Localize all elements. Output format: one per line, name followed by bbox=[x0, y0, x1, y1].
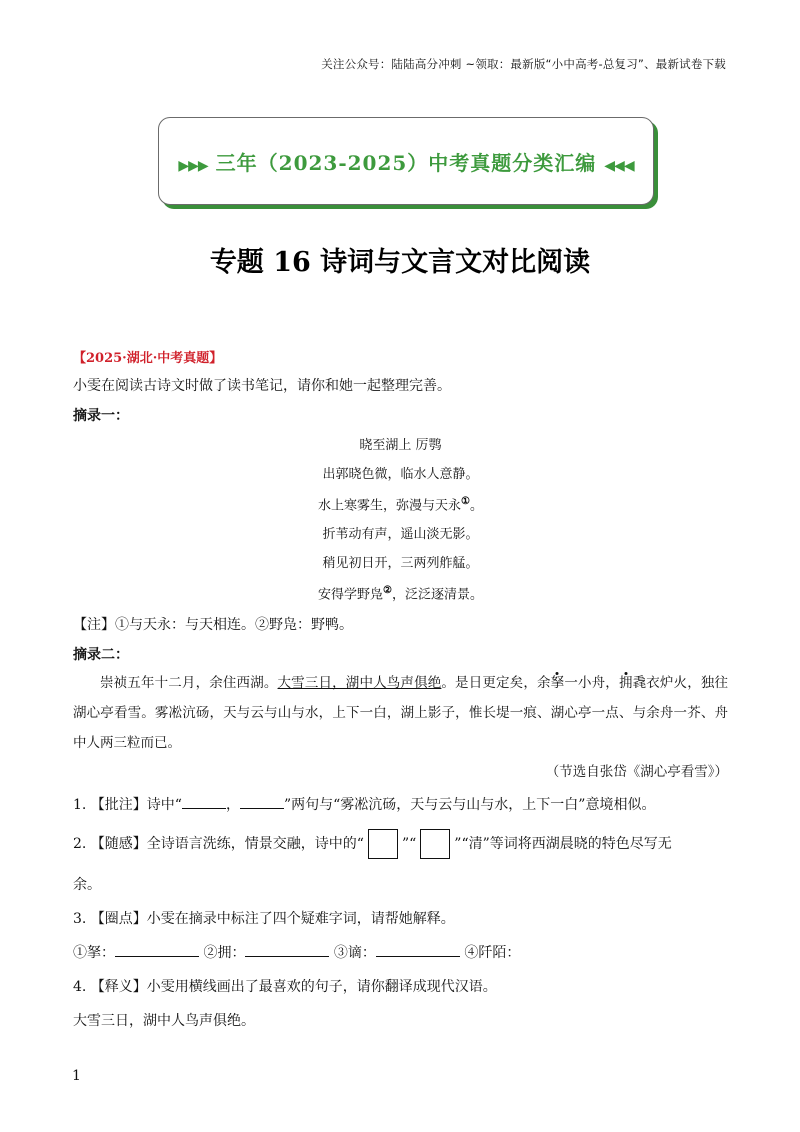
poem-line-2-end: 。 bbox=[469, 498, 483, 514]
prose-marked-char-1: 拏 bbox=[550, 674, 565, 691]
q3-item-1-label: ①拏： bbox=[73, 945, 115, 962]
q2-text-b: ”“清”等词将西湖晨晓的特色尽写无 bbox=[454, 836, 672, 853]
q1-text-a: 1. 【批注】诗中“ bbox=[73, 797, 182, 814]
poem-line-5-text: 安得学野凫 bbox=[318, 587, 384, 603]
banner bbox=[158, 117, 654, 205]
prose-part-2: 。是日更定矣，余 bbox=[441, 674, 551, 691]
prose-part-1: 崇祯五年十二月，余住西湖。 bbox=[100, 674, 278, 691]
poem-line-4: 稍见初日开，三两列舴艋。 bbox=[322, 556, 479, 572]
q3-blank-1[interactable] bbox=[115, 956, 199, 957]
source-tag: 【2025·湖北·中考真题】 bbox=[73, 351, 223, 366]
footnote-mark-2: ② bbox=[383, 585, 392, 597]
header-note: 关注公众号：陆陆高分冲刺 ~领取：最新版“小中高考-总复习”、最新试卷下载 bbox=[321, 57, 726, 71]
question-4: 4. 【释义】小雯用横线画出了最喜欢的句子，请你翻译成现代汉语。 bbox=[73, 979, 497, 996]
banner-arrows-left: ▶▶▶ bbox=[178, 157, 208, 174]
poem-line-1: 出郭晓色微，临水人意静。 bbox=[322, 467, 479, 482]
question-3: 3. 【圈点】小雯在摘录中标注了四个疑难字词，请帮她解释。 bbox=[73, 911, 455, 928]
prose-part-4: 毳衣炉火，独往湖心亭看雪。雾凇沆砀，天与云与山与水，上下一白，湖上影子，惟长堤一痕、湖心亭一点、与余舟一芥、舟中人两三粒而已。 bbox=[73, 674, 729, 751]
excerpt2-label: 摘录二： bbox=[73, 646, 129, 663]
attribution: （节选自张岱《湖心亭看雪》） bbox=[545, 763, 728, 780]
poem-line-2-text: 水上寒雾生，弥漫与天永 bbox=[318, 498, 462, 514]
q2-text-a: 2. 【随感】全诗语言洗练，情景交融，诗中的“ bbox=[73, 836, 364, 853]
prose-underlined-sentence: 大雪三日，湖中人鸟声俱绝 bbox=[277, 674, 442, 691]
q3-item-3-label: ③谪： bbox=[333, 945, 376, 962]
poem-line-5 bbox=[73, 586, 728, 601]
poem-line-5-end: ，泛泛逐清景。 bbox=[391, 587, 483, 603]
q1-blank-2[interactable] bbox=[240, 808, 284, 809]
document-body bbox=[73, 352, 728, 1035]
question-2 bbox=[73, 829, 728, 859]
page-title: 专题 16 诗词与文言文对比阅读 bbox=[209, 247, 591, 278]
banner-arrows-right: ◀◀◀ bbox=[604, 157, 634, 174]
q2-text-mid: ”“ bbox=[401, 836, 417, 853]
q1-blank-1[interactable] bbox=[182, 808, 226, 809]
prose-part-3: 一小舟， bbox=[564, 674, 619, 691]
banner-title bbox=[178, 147, 633, 176]
excerpt1-label: 摘录一： bbox=[73, 408, 129, 424]
q3-blank-3[interactable] bbox=[376, 956, 460, 957]
prose-passage bbox=[73, 668, 728, 758]
poem-title-line: 晓至湖上 厉鹗 bbox=[359, 438, 442, 453]
q3-blank-2[interactable] bbox=[245, 956, 329, 957]
question-3-items bbox=[73, 939, 728, 967]
q2-answer-box-2[interactable] bbox=[420, 829, 450, 859]
question-1 bbox=[73, 791, 728, 819]
poem-note: 【注】①与天永：与天相连。②野凫：野鸭。 bbox=[73, 616, 353, 633]
q2-answer-box-1[interactable] bbox=[368, 829, 398, 859]
question-2-cont: 余。 bbox=[73, 877, 101, 894]
q3-item-4-label: ④阡陌： bbox=[464, 945, 521, 962]
q1-sep: ， bbox=[225, 797, 240, 814]
poem bbox=[73, 439, 728, 602]
footnote-mark-1: ① bbox=[461, 496, 470, 507]
page-number: 1 bbox=[72, 1068, 81, 1084]
q1-text-b: ”两句与“雾凇沆砀，天与云与山与水，上下一白”意境相似。 bbox=[283, 797, 656, 814]
q3-item-2-label: ②拥： bbox=[203, 945, 246, 962]
poem-line-3: 折苇动有声，遥山淡无影。 bbox=[322, 527, 479, 543]
poem-line-2 bbox=[73, 497, 728, 512]
question-4-sentence: 大雪三日，湖中人鸟声俱绝。 bbox=[73, 1013, 255, 1030]
intro-text: 小雯在阅读古诗文时做了读书笔记，请你和她一起整理完善。 bbox=[73, 378, 451, 394]
banner-text: 三年（2023-2025）中考真题分类汇编 bbox=[215, 150, 597, 175]
prose-marked-char-2: 拥 bbox=[618, 674, 633, 691]
